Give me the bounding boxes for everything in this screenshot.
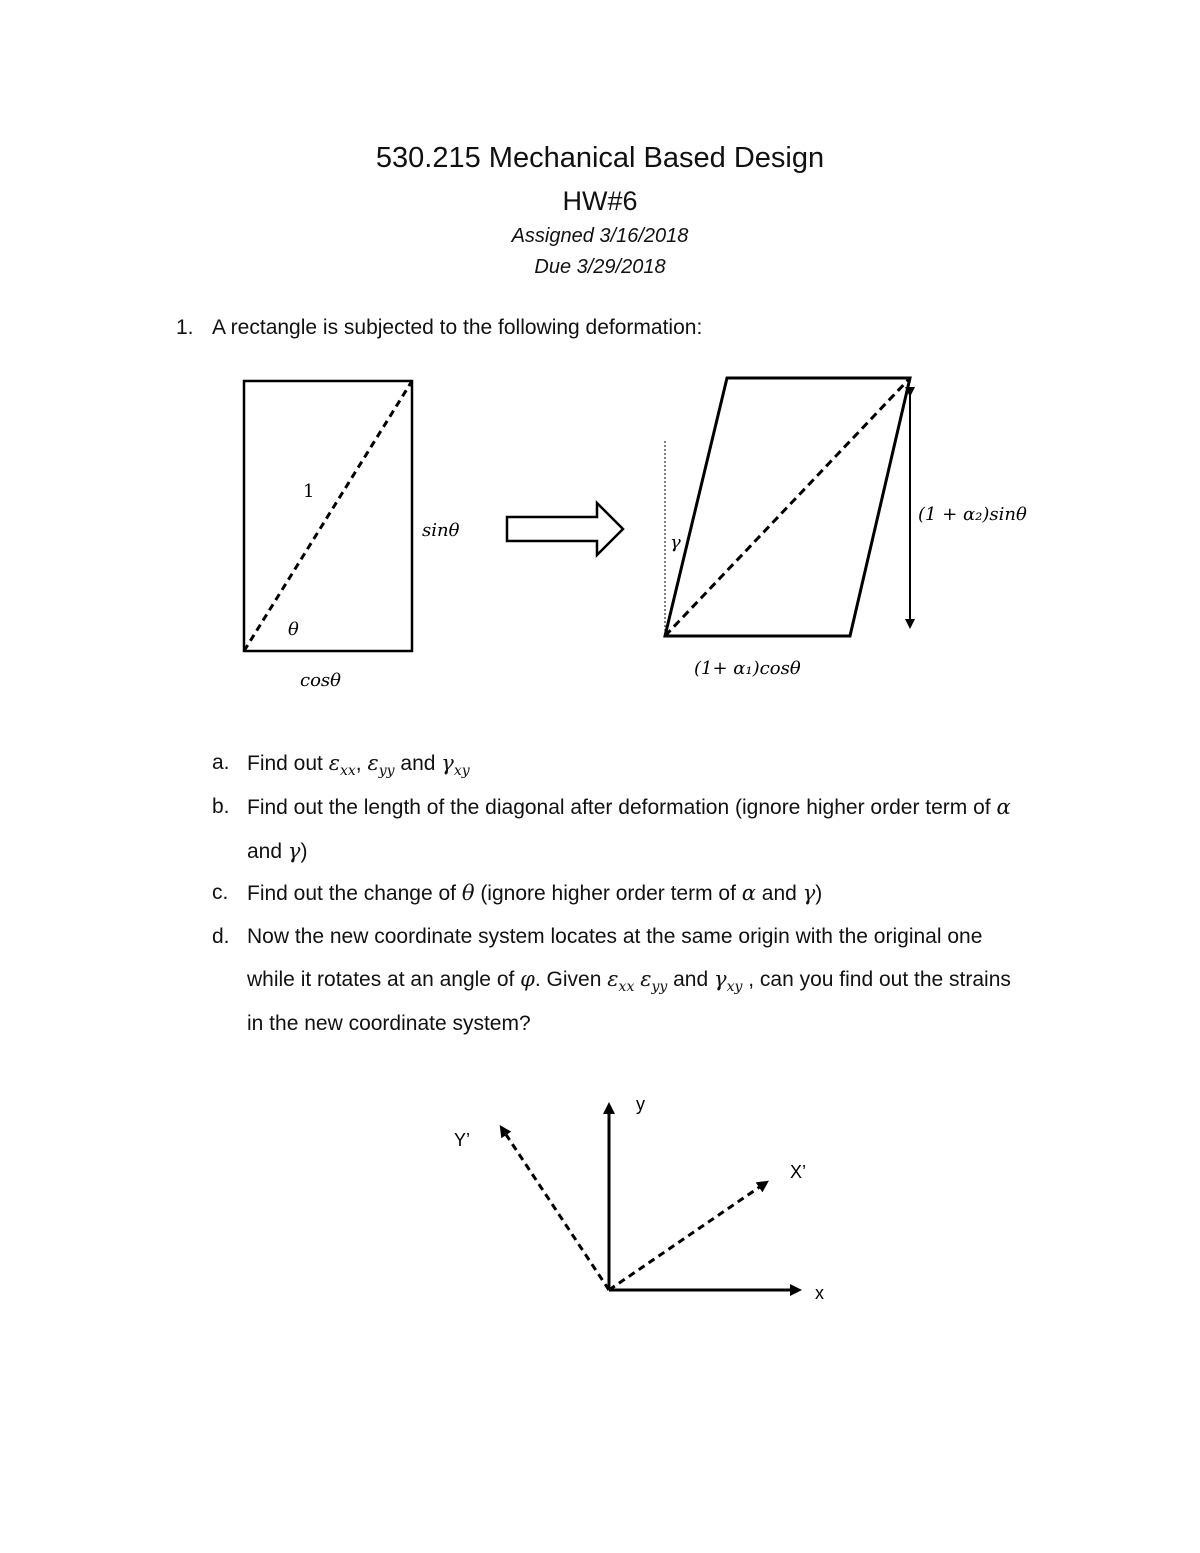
x-prime-axis-arrow bbox=[609, 1184, 764, 1290]
epsilon-xx: ε bbox=[607, 967, 619, 991]
gamma-xy: γ bbox=[441, 751, 454, 775]
page-title: 530.215 Mechanical Based Design bbox=[375, 142, 825, 174]
due-date: Due 3/29/2018 bbox=[534, 256, 666, 278]
question-text: A rectangle is subjected to the following deformation: bbox=[212, 316, 703, 339]
cos-label: cosθ bbox=[300, 670, 341, 691]
epsilon-xx-sub: xx bbox=[618, 979, 635, 995]
part-d-line3: in the new coordinate system? bbox=[247, 1012, 531, 1035]
part-b-line2-text: and bbox=[247, 840, 288, 863]
theta-symbol: θ bbox=[461, 881, 475, 905]
gamma-label: γ bbox=[670, 532, 681, 553]
gamma-xy: γ bbox=[714, 967, 727, 991]
deformed-width-label: (1+ α₁)cosθ bbox=[694, 658, 801, 679]
part-c-t3: and bbox=[755, 882, 803, 905]
original-diagonal bbox=[244, 381, 412, 651]
epsilon-yy-sub: yy bbox=[378, 763, 395, 779]
diagonal-label: 1 bbox=[303, 481, 315, 502]
theta-label: θ bbox=[288, 619, 299, 640]
part-a-text bbox=[247, 751, 470, 779]
phi-symbol: φ bbox=[520, 967, 535, 991]
part-a-letter: a. bbox=[212, 751, 230, 774]
deformation-figure bbox=[0, 0, 1200, 720]
part-d-l2b: . Given bbox=[534, 968, 608, 991]
part-d-line1: Now the new coordinate system locates at the same origin with the original one bbox=[247, 925, 983, 948]
part-c-t2: (ignore higher order term of bbox=[474, 882, 742, 905]
alpha-symbol: α bbox=[741, 881, 756, 905]
part-a-t1: Find out bbox=[247, 752, 329, 775]
alpha-symbol: α bbox=[996, 795, 1011, 819]
epsilon-yy: ε bbox=[640, 967, 652, 991]
part-c-text bbox=[247, 881, 822, 906]
epsilon-yy-sub: yy bbox=[651, 979, 668, 995]
homework-number: HW#6 bbox=[562, 186, 638, 216]
x-prime-label: X’ bbox=[790, 1162, 807, 1182]
part-c-t1: Find out the change of bbox=[247, 882, 462, 905]
part-a-sep: , bbox=[355, 752, 368, 775]
part-b-line2 bbox=[247, 839, 307, 864]
part-b-line1-text: Find out the length of the diagonal after deformation (ignore higher order term of bbox=[247, 796, 997, 819]
gamma-xy-sub: xy bbox=[726, 979, 743, 995]
y-prime-axis-arrow bbox=[503, 1130, 609, 1290]
part-d-l2e: , can you find out the strains bbox=[742, 968, 1011, 991]
x-axis-label: x bbox=[815, 1283, 824, 1303]
question-number: 1. bbox=[176, 316, 194, 339]
part-b-close: ) bbox=[300, 840, 308, 863]
coordinate-figure bbox=[0, 1080, 1200, 1320]
gamma-symbol: γ bbox=[287, 839, 301, 863]
part-d-l2d: and bbox=[667, 968, 715, 991]
part-d-line2 bbox=[247, 967, 1011, 995]
part-d-letter: d. bbox=[212, 925, 230, 948]
y-axis-label: y bbox=[636, 1094, 645, 1114]
part-d-l2a: while it rotates at an angle of bbox=[247, 968, 521, 991]
epsilon-yy: ε bbox=[367, 751, 379, 775]
y-prime-label: Y’ bbox=[454, 1130, 471, 1150]
gamma-symbol: γ bbox=[802, 881, 816, 905]
gamma-xy-sub: xy bbox=[453, 763, 470, 779]
deformed-diagonal bbox=[665, 378, 910, 636]
sin-label: sinθ bbox=[422, 520, 460, 541]
deformed-height-label: (1 + α₂)sinθ bbox=[918, 504, 1027, 525]
assigned-date: Assigned 3/16/2018 bbox=[511, 225, 689, 247]
part-b-letter: b. bbox=[212, 795, 230, 818]
epsilon-xx-sub: xx bbox=[340, 763, 356, 779]
part-c-t4: ) bbox=[815, 882, 823, 905]
part-b-line1 bbox=[247, 795, 1011, 820]
transform-arrow-icon bbox=[507, 503, 623, 555]
part-a-t2: and bbox=[394, 752, 442, 775]
part-c-letter: c. bbox=[212, 881, 229, 904]
epsilon-xx: ε bbox=[328, 751, 340, 775]
